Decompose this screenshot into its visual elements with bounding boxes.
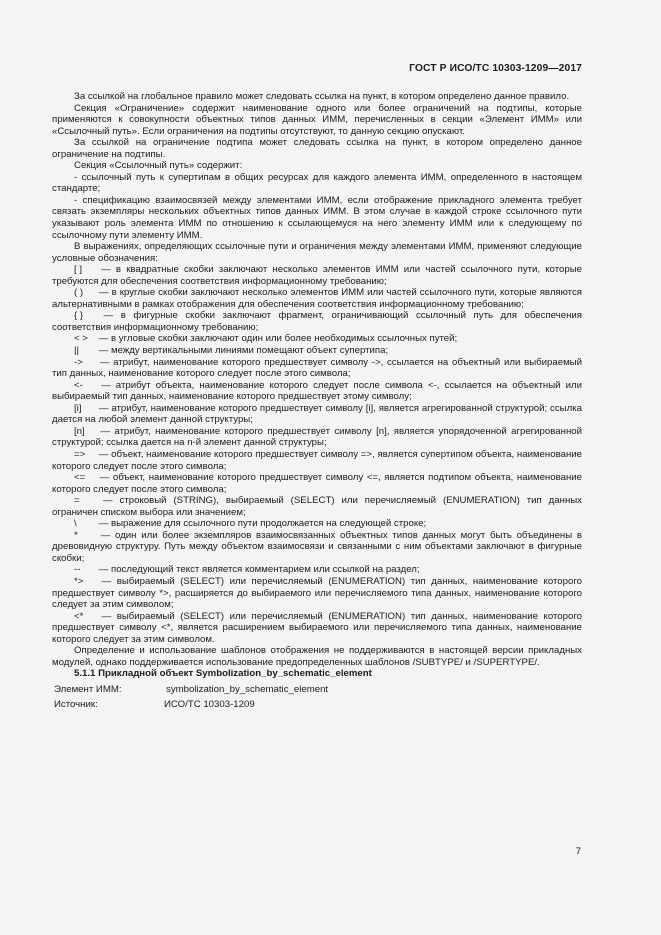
paragraph: - ссылочный путь к супертипам в общих ресурсах для каждого элемента ИММ, определенного в настоящем стандарте; <box>52 171 582 195</box>
symbol-item <box>52 310 582 333</box>
symbol-glyph: [i] <box>74 402 82 414</box>
symbol-glyph: -- <box>74 564 81 576</box>
symbol-description: — выбираемый (SELECT) или перечисляемый (ENUMERATION) тип данных, наименование которого предшествует символу *>, расширяется до выбираемого или перечисляемого типа данных, наименование которого следует за этим символом; <box>52 575 582 611</box>
page-number: 7 <box>575 846 581 857</box>
symbol-description: — выбираемый (SELECT) или перечисляемый (ENUMERATION) тип данных, наименование которого предшествует символу <*, является расширением выбираемого или перечисляемого типа данных, наименование которого следует за этим символом. <box>52 610 582 645</box>
symbol-description: — один или более экземпляров взаимосвязанных объектных типов данных могут быть объединены в древовидную структуру. Путь между объектом взаимосвязи и связанными с ним объектами заключают в фигурные скобки; <box>52 529 582 564</box>
meta-label: Элемент ИММ: <box>54 683 122 695</box>
symbol-item <box>52 495 582 518</box>
paragraph: - спецификацию взаимосвязей между элементами ИММ, если отображение прикладного элемента требует связать экземпляры нескольких объектных типов данных ИММ. В этом случае в каждой строке ссылочного пути указывают роль элемента ИММ по отношению к ссылающемуся на него элементу ИММ или к следующему по ссылочному пути элементу ИММ. <box>52 194 582 241</box>
symbol-glyph: <* <box>74 610 84 622</box>
symbol-item <box>52 449 582 472</box>
symbol-description: — атрибут, наименование которого предшествует символу ->, ссылается на объектный или выбираемый тип данных, наименование которого следует после этого символа; <box>52 356 582 380</box>
symbol-item <box>52 472 582 495</box>
document-body <box>52 91 582 712</box>
symbol-item <box>52 380 582 403</box>
symbol-glyph: \ <box>74 518 77 530</box>
symbol-description: — объект, наименование которого предшествует символу =>, является супертипом объекта, наименование которого следует после этого символа; <box>52 448 582 472</box>
meta-value: symbolization_by_schematic_element <box>166 683 329 695</box>
symbol-item <box>52 518 582 530</box>
document-header: ГОСТ Р ИСО/ТС 10303-1209—2017 <box>409 63 582 74</box>
symbol-description: — атрибут объекта, наименование которого следует после символа <-, ссылается на объектный или выбираемый тип данных, наименование которого предшествует этому символу; <box>52 379 582 403</box>
symbol-description: — между вертикальными линиями помещают объект супертипа; <box>98 345 389 357</box>
symbol-description: — выражение для ссылочного пути продолжается на следующей строке; <box>98 518 427 530</box>
symbol-glyph: [n] <box>74 425 85 437</box>
symbol-glyph: = <box>74 495 80 507</box>
symbol-item <box>52 611 582 646</box>
symbol-description: — строковый (STRING), выбираемый (SELECT) или перечисляемый (ENUMERATION) тип данных ограничен списком выбора или значением; <box>52 495 582 518</box>
symbol-glyph: -> <box>74 356 83 368</box>
symbol-item <box>52 264 582 287</box>
symbol-description: — в круглые скобки заключают несколько элементов ИММ или частей ссылочного пути, которые являются альтернативными в рамках отображения для обеспечения соответствия информационному требованию; <box>52 287 582 310</box>
symbol-item <box>52 345 582 357</box>
symbol-description: — в фигурные скобки заключают фрагмент, ограничивающий ссылочный путь для обеспечения соответствия информационному требованию; <box>52 310 582 333</box>
symbol-item <box>52 403 582 426</box>
symbol-description: — в квадратные скобки заключают несколько элементов ИММ или частей ссылочного пути, которые требуются для обеспечения соответствия информационному требованию; <box>52 264 582 287</box>
symbol-glyph: < > <box>74 333 88 345</box>
symbol-description: — объект, наименование которого предшествует символу <=, является подтипом объекта, наименование которого следует после этого символа; <box>52 472 582 495</box>
entity-metadata <box>52 682 582 712</box>
paragraph: Определение и использование шаблонов отображения не поддерживаются в настоящей версии прикладных модулей, однако поддерживается использование предопределенных шаблонов /SUBTYPE/ и /SUPERTYPE/. <box>52 645 582 668</box>
symbol-glyph: *> <box>74 575 84 587</box>
symbol-item <box>52 287 582 310</box>
symbol-glyph: => <box>74 448 86 460</box>
meta-row-element <box>52 682 582 697</box>
symbol-glyph: [ ] <box>74 264 83 276</box>
meta-value: ИСО/ТС 10303-1209 <box>164 698 255 710</box>
symbol-legend-list <box>52 264 582 645</box>
symbol-glyph: <- <box>74 379 83 391</box>
meta-label: Источник: <box>54 698 98 710</box>
symbol-glyph: || <box>74 345 80 357</box>
paragraph: Секция «Ограничение» содержит наименование одного или более ограничений на подтипы, которые применяются к совокупности объектных типов данных ИММ, перечисленных в секции «Элемент ИММ» или «Ссылочный путь». Если ограничения на подтипы отсутствуют, то данную секцию опускают. <box>52 102 582 137</box>
paragraph: За ссылкой на глобальное правило может следовать ссылка на пункт, в котором определено данное правило. <box>74 91 570 102</box>
symbol-item <box>52 530 582 565</box>
symbol-glyph: { } <box>74 310 84 322</box>
paragraph: В выражениях, определяющих ссылочные пути и ограничения между элементами ИММ, применяют следующие условные обозначения: <box>52 241 582 264</box>
symbol-item <box>52 333 582 345</box>
symbol-glyph: ( ) <box>74 287 84 299</box>
subsection-heading: 5.1.1 Прикладной объект Symbolization_by_schematic_element <box>74 668 372 680</box>
symbol-description: — атрибут, наименование которого предшествует символу [n], является упорядоченной агрегированной структурой; ссылка дается на n-й элемент данной структуры; <box>52 425 582 449</box>
paragraph: Секция «Ссылочный путь» содержит: <box>74 160 243 172</box>
symbol-item <box>52 576 582 611</box>
symbol-description: — в угловые скобки заключают один или более необходимых ссылочных путей; <box>98 333 458 345</box>
symbol-description: — последующий текст является комментарием или ссылкой на раздел; <box>98 564 420 576</box>
symbol-item <box>52 426 582 449</box>
symbol-description: — атрибут, наименование которого предшествует символу [i], является агрегированной структурой; ссылка дается на любой элемент данной структуры; <box>52 402 582 426</box>
symbol-item <box>52 357 582 380</box>
symbol-glyph: * <box>74 529 78 541</box>
symbol-glyph: <= <box>74 472 86 484</box>
symbol-item <box>52 564 582 576</box>
paragraph: За ссылкой на ограничение подтипа может следовать ссылка на пункт, в котором определено данное ограничение на подтипы. <box>52 137 582 160</box>
meta-row-source <box>52 697 582 712</box>
